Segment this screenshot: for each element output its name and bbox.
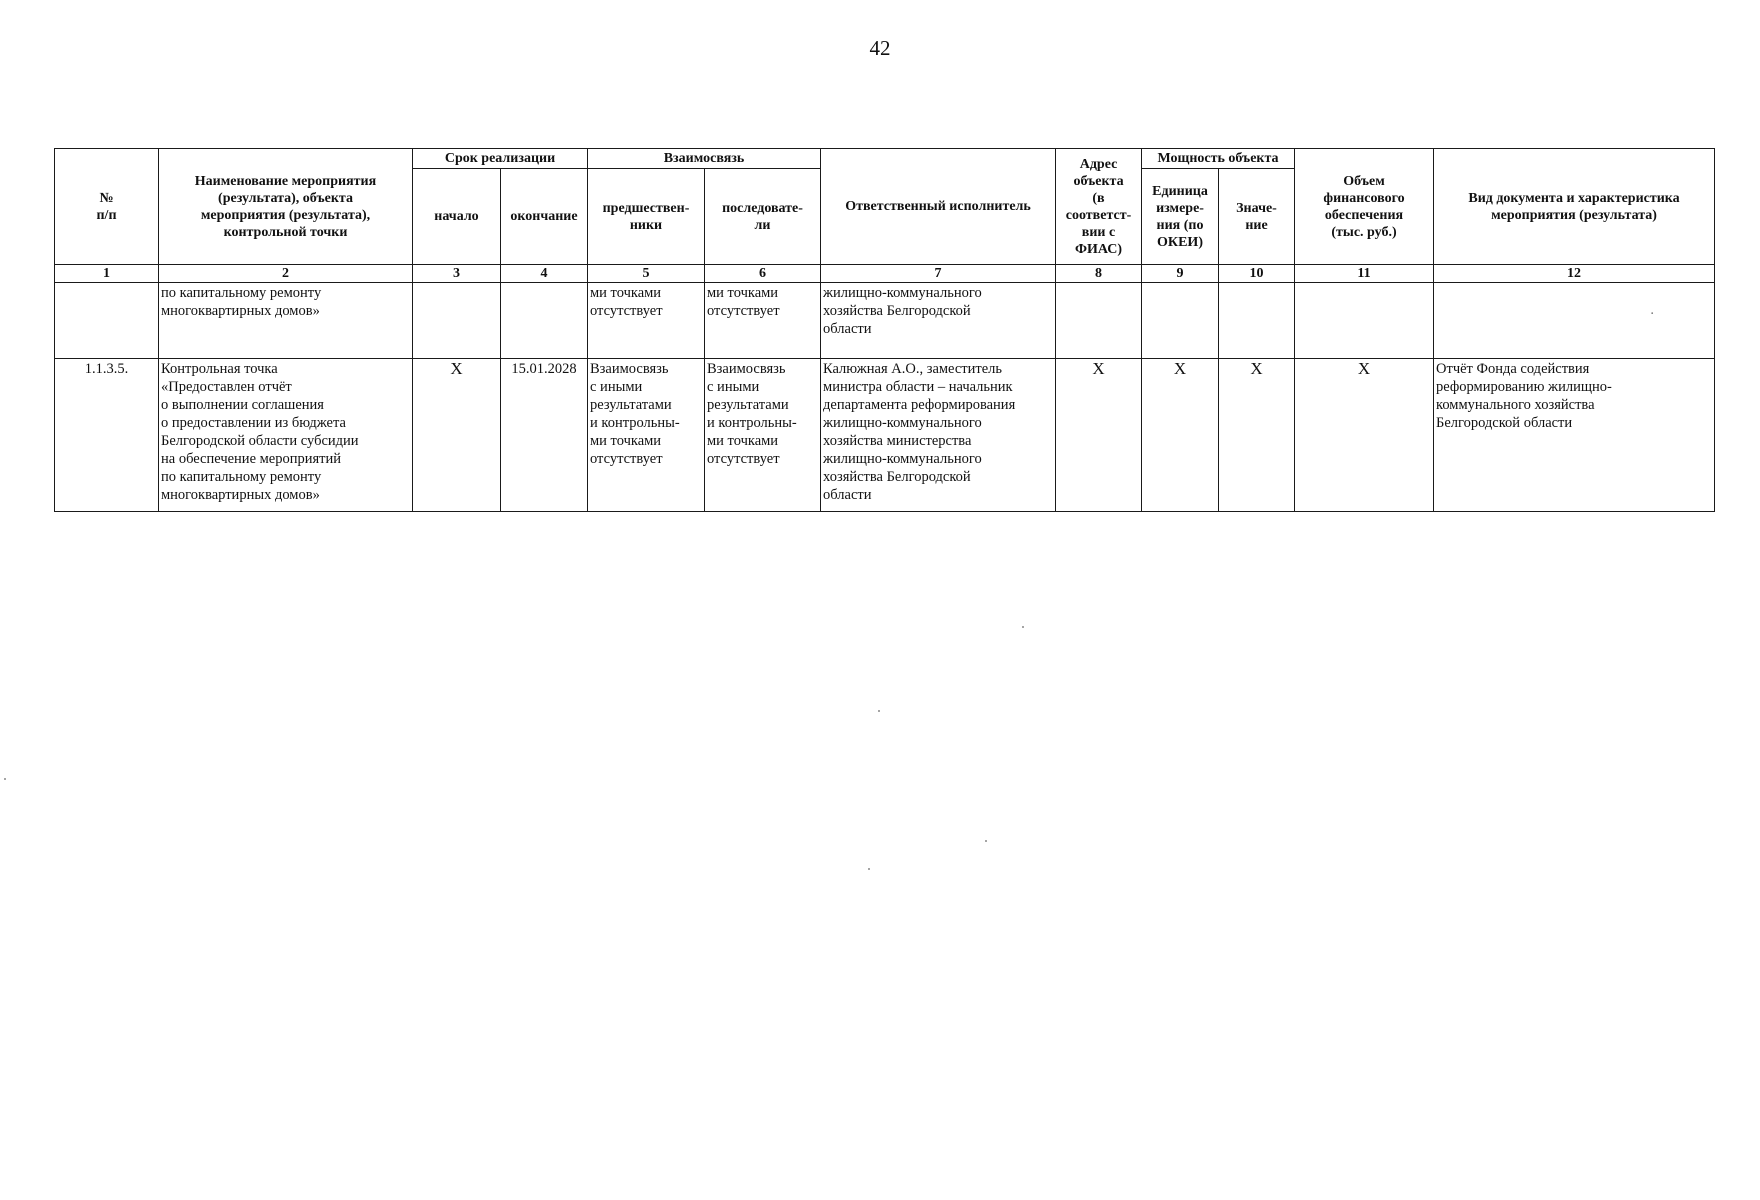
page-number: 42 — [869, 36, 891, 60]
header-name: Наименование мероприятия (результата), объекта мероприятия (результата), контрольной точки — [159, 149, 413, 265]
header-term-group: Срок реализации — [413, 149, 588, 169]
header-unit: Единица измере- ния (по ОКЕИ) — [1142, 169, 1219, 265]
row-address: X — [1056, 359, 1142, 512]
row-doc-type: . — [1434, 283, 1715, 359]
scan-speck — [868, 868, 870, 870]
row-executor: Калюжная А.О., заместитель министра области – начальник департамента реформирования жилищно-коммунального хозяйства министерства жилищно-коммунального хозяйства Белгородской области — [821, 359, 1056, 512]
header-row-1 — [55, 149, 1715, 169]
row-successors: ми точками отсутствует — [705, 283, 821, 359]
header-finance: Объем финансового обеспечения (тыс. руб.) — [1295, 149, 1434, 265]
row-num: 1.1.3.5. — [55, 359, 159, 512]
header-value: Значе- ние — [1219, 169, 1295, 265]
row-start: X — [413, 359, 501, 512]
header-doc-type: Вид документа и характеристика мероприятия (результата) — [1434, 149, 1715, 265]
header-address: Адрес объекта (в соответст- вии с ФИАС) — [1056, 149, 1142, 265]
column-number: 3 — [413, 265, 501, 283]
column-numbers-row — [55, 265, 1715, 283]
header-capacity-group: Мощность объекта — [1142, 149, 1295, 169]
row-name: Контрольная точка «Предоставлен отчёт о выполнении соглашения о предоставлении из бюджета Белгородской области субсидии на обеспечение мероприятий по капитальному ремонту многоквартирных домов» — [159, 359, 413, 512]
header-end: окончание — [501, 169, 588, 265]
row-start — [413, 283, 501, 359]
column-number: 11 — [1295, 265, 1434, 283]
scan-speck — [985, 840, 987, 842]
header-link-group: Взаимосвязь — [588, 149, 821, 169]
column-number: 5 — [588, 265, 705, 283]
row-end — [501, 283, 588, 359]
scan-speck — [4, 778, 6, 780]
header-start: начало — [413, 169, 501, 265]
column-number: 8 — [1056, 265, 1142, 283]
scan-speck — [1022, 626, 1024, 628]
header-predecessors: предшествен- ники — [588, 169, 705, 265]
column-number: 2 — [159, 265, 413, 283]
row-unit: X — [1142, 359, 1219, 512]
header-successors: последовате- ли — [705, 169, 821, 265]
table-row — [55, 283, 1715, 359]
row-doc-type: Отчёт Фонда содействия реформированию жилищно- коммунального хозяйства Белгородской области — [1434, 359, 1715, 512]
column-number: 12 — [1434, 265, 1715, 283]
row-end: 15.01.2028 — [501, 359, 588, 512]
row-address — [1056, 283, 1142, 359]
row-unit — [1142, 283, 1219, 359]
row-num — [55, 283, 159, 359]
scan-speck — [878, 710, 880, 712]
header-executor: Ответственный исполнитель — [821, 149, 1056, 265]
column-number: 7 — [821, 265, 1056, 283]
row-predecessors: Взаимосвязь с иными результатами и контрольны- ми точками отсутствует — [588, 359, 705, 512]
row-predecessors: ми точками отсутствует — [588, 283, 705, 359]
row-finance — [1295, 283, 1434, 359]
header-num: № п/п — [55, 149, 159, 265]
row-name: по капитальному ремонту многоквартирных домов» — [159, 283, 413, 359]
row-executor: жилищно-коммунального хозяйства Белгородской области — [821, 283, 1056, 359]
implementation-plan-table — [54, 148, 1715, 512]
row-value: X — [1219, 359, 1295, 512]
row-successors: Взаимосвязь с иными результатами и контрольны- ми точками отсутствует — [705, 359, 821, 512]
row-finance: X — [1295, 359, 1434, 512]
column-number: 1 — [55, 265, 159, 283]
row-value — [1219, 283, 1295, 359]
table-row — [55, 359, 1715, 512]
column-number: 9 — [1142, 265, 1219, 283]
column-number: 6 — [705, 265, 821, 283]
column-number: 10 — [1219, 265, 1295, 283]
column-number: 4 — [501, 265, 588, 283]
